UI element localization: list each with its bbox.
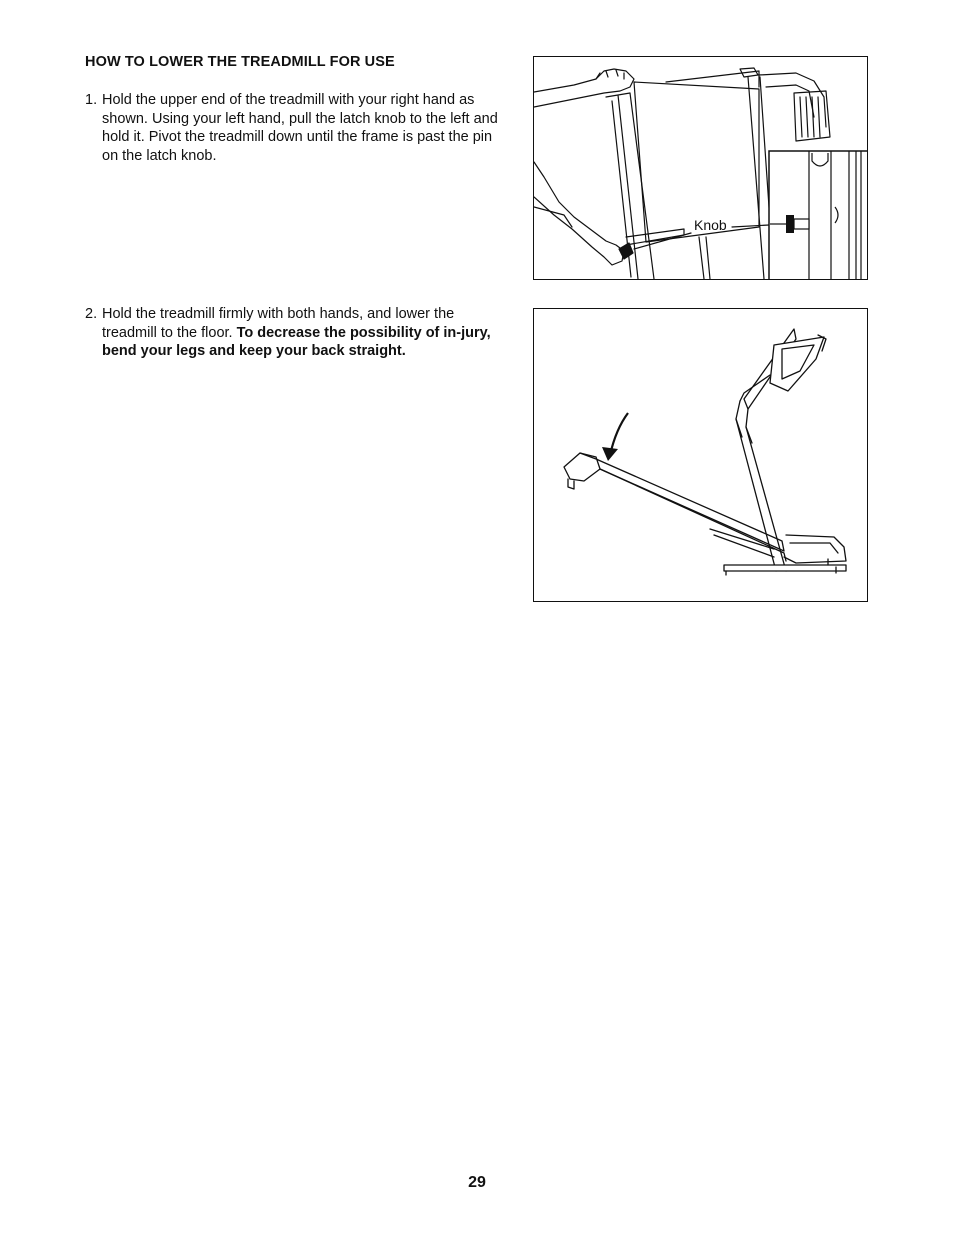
knob-callout-label: Knob bbox=[694, 217, 727, 233]
step-number: 1. bbox=[85, 92, 98, 108]
safety-warning: To decrease the possibility of in-jury, bend your legs and keep your back straight. bbox=[102, 324, 491, 359]
section-heading: HOW TO LOWER THE TREADMILL FOR USE bbox=[85, 54, 395, 70]
instruction-step-1 bbox=[85, 91, 500, 165]
lower-treadmill-illustration bbox=[533, 308, 868, 602]
knob-detail-inset bbox=[769, 151, 868, 280]
latch-knob-illustration bbox=[533, 56, 868, 280]
upright-treadmill-drawing bbox=[534, 57, 868, 280]
step-number: 2. bbox=[85, 306, 98, 322]
page-number: 29 bbox=[468, 1174, 486, 1191]
step-text: Hold the upper end of the treadmill with your right hand as shown. Using your left hand, pull the latch knob to the left and hold it. Pivot the treadmill down until the frame is past the pin on the latch knob. bbox=[102, 92, 498, 164]
downward-arrow-icon bbox=[602, 413, 628, 461]
step-text: Hold the treadmill firmly with both hands, and lower the treadmill to the floor. bbox=[102, 306, 455, 341]
lowering-treadmill-drawing bbox=[534, 309, 868, 602]
instruction-step-2 bbox=[85, 305, 500, 361]
step-text-container bbox=[102, 91, 500, 165]
step-text-container bbox=[102, 305, 500, 361]
